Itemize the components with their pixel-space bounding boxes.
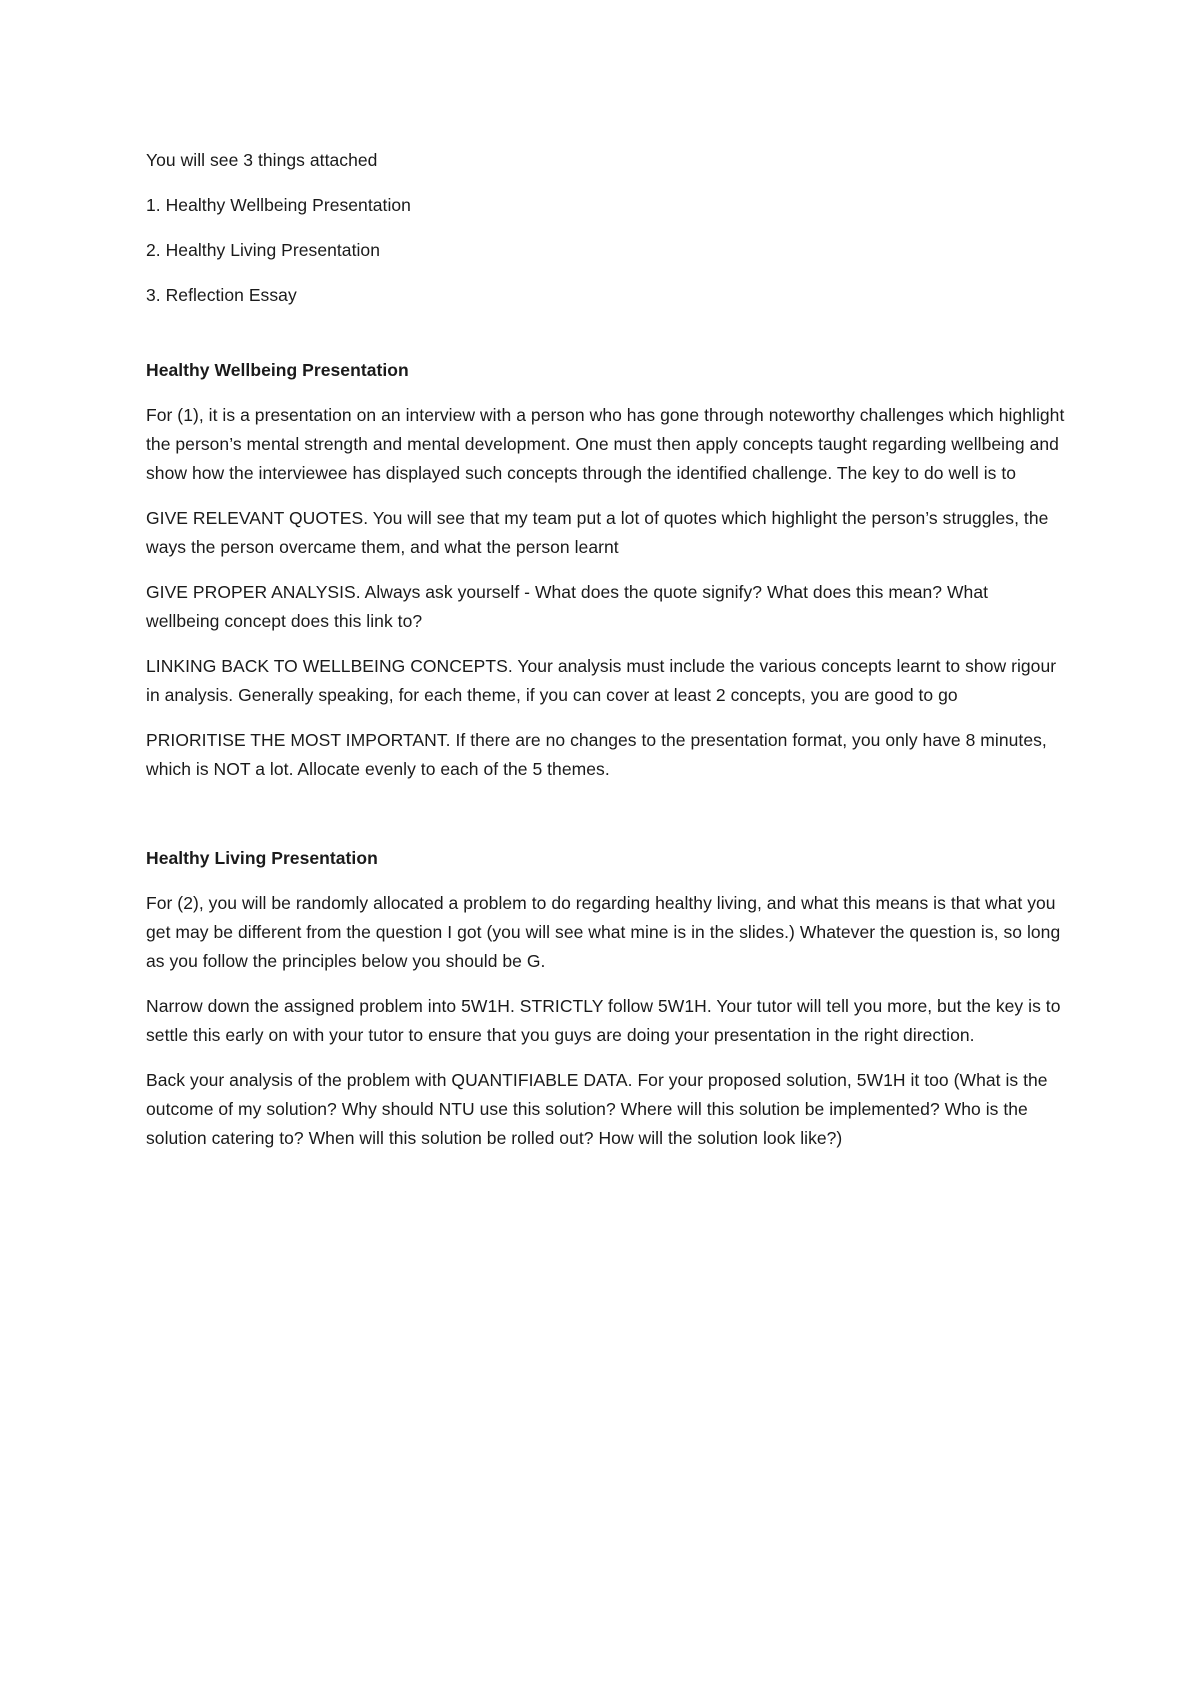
intro-text: You will see 3 things attached xyxy=(146,150,378,170)
paragraph: For (2), you will be randomly allocated a problem to do regarding healthy living, and what this means is that what you get may be different from the question I got (you will see what mine is in the slides.) Whatever the question is, so long as you follow the principles below you should be G. xyxy=(146,893,1061,971)
document-body xyxy=(146,146,1066,1169)
living-section xyxy=(146,844,1066,1153)
section-heading: Healthy Wellbeing Presentation xyxy=(146,360,409,380)
spacer xyxy=(146,800,1066,844)
section-heading: Healthy Living Presentation xyxy=(146,848,378,868)
paragraph: PRIORITISE THE MOST IMPORTANT. If there are no changes to the presentation format, you only have 8 minutes, which is NOT a lot. Allocate evenly to each of the 5 themes. xyxy=(146,730,1047,779)
list-item: 1. Healthy Wellbeing Presentation xyxy=(146,195,411,215)
intro-section xyxy=(146,146,1066,310)
paragraph: For (1), it is a presentation on an interview with a person who has gone through noteworthy challenges which highlight the person’s mental strength and mental development. One must then apply concepts taught regarding wellbeing and show how the interviewee has displayed such concepts through the identified challenge. The key to do well is to xyxy=(146,405,1065,483)
list-item: 2. Healthy Living Presentation xyxy=(146,240,380,260)
spacer xyxy=(146,326,1066,356)
paragraph: LINKING BACK TO WELLBEING CONCEPTS. Your analysis must include the various concepts learnt to show rigour in analysis. Generally speaking, for each theme, if you can cover at least 2 concepts, you are good to go xyxy=(146,656,1057,705)
paragraph: Narrow down the assigned problem into 5W1H. STRICTLY follow 5W1H. Your tutor will tell you more, but the key is to settle this early on with your tutor to ensure that you guys are doing your presentation in the right direction. xyxy=(146,996,1061,1045)
paragraph: GIVE RELEVANT QUOTES. You will see that my team put a lot of quotes which highlight the person’s struggles, the ways the person overcame them, and what the person learnt xyxy=(146,508,1049,557)
wellbeing-section xyxy=(146,356,1066,784)
paragraph: Back your analysis of the problem with QUANTIFIABLE DATA. For your proposed solution, 5W1H it too (What is the outcome of my solution? Why should NTU use this solution? Where will this solution be implemented? Who is the solution catering to? When will this solution be rolled out? How will the solution look like?) xyxy=(146,1070,1048,1148)
paragraph: GIVE PROPER ANALYSIS. Always ask yourself - What does the quote signify? What does this mean? What wellbeing concept does this link to? xyxy=(146,582,989,631)
list-item: 3. Reflection Essay xyxy=(146,285,297,305)
